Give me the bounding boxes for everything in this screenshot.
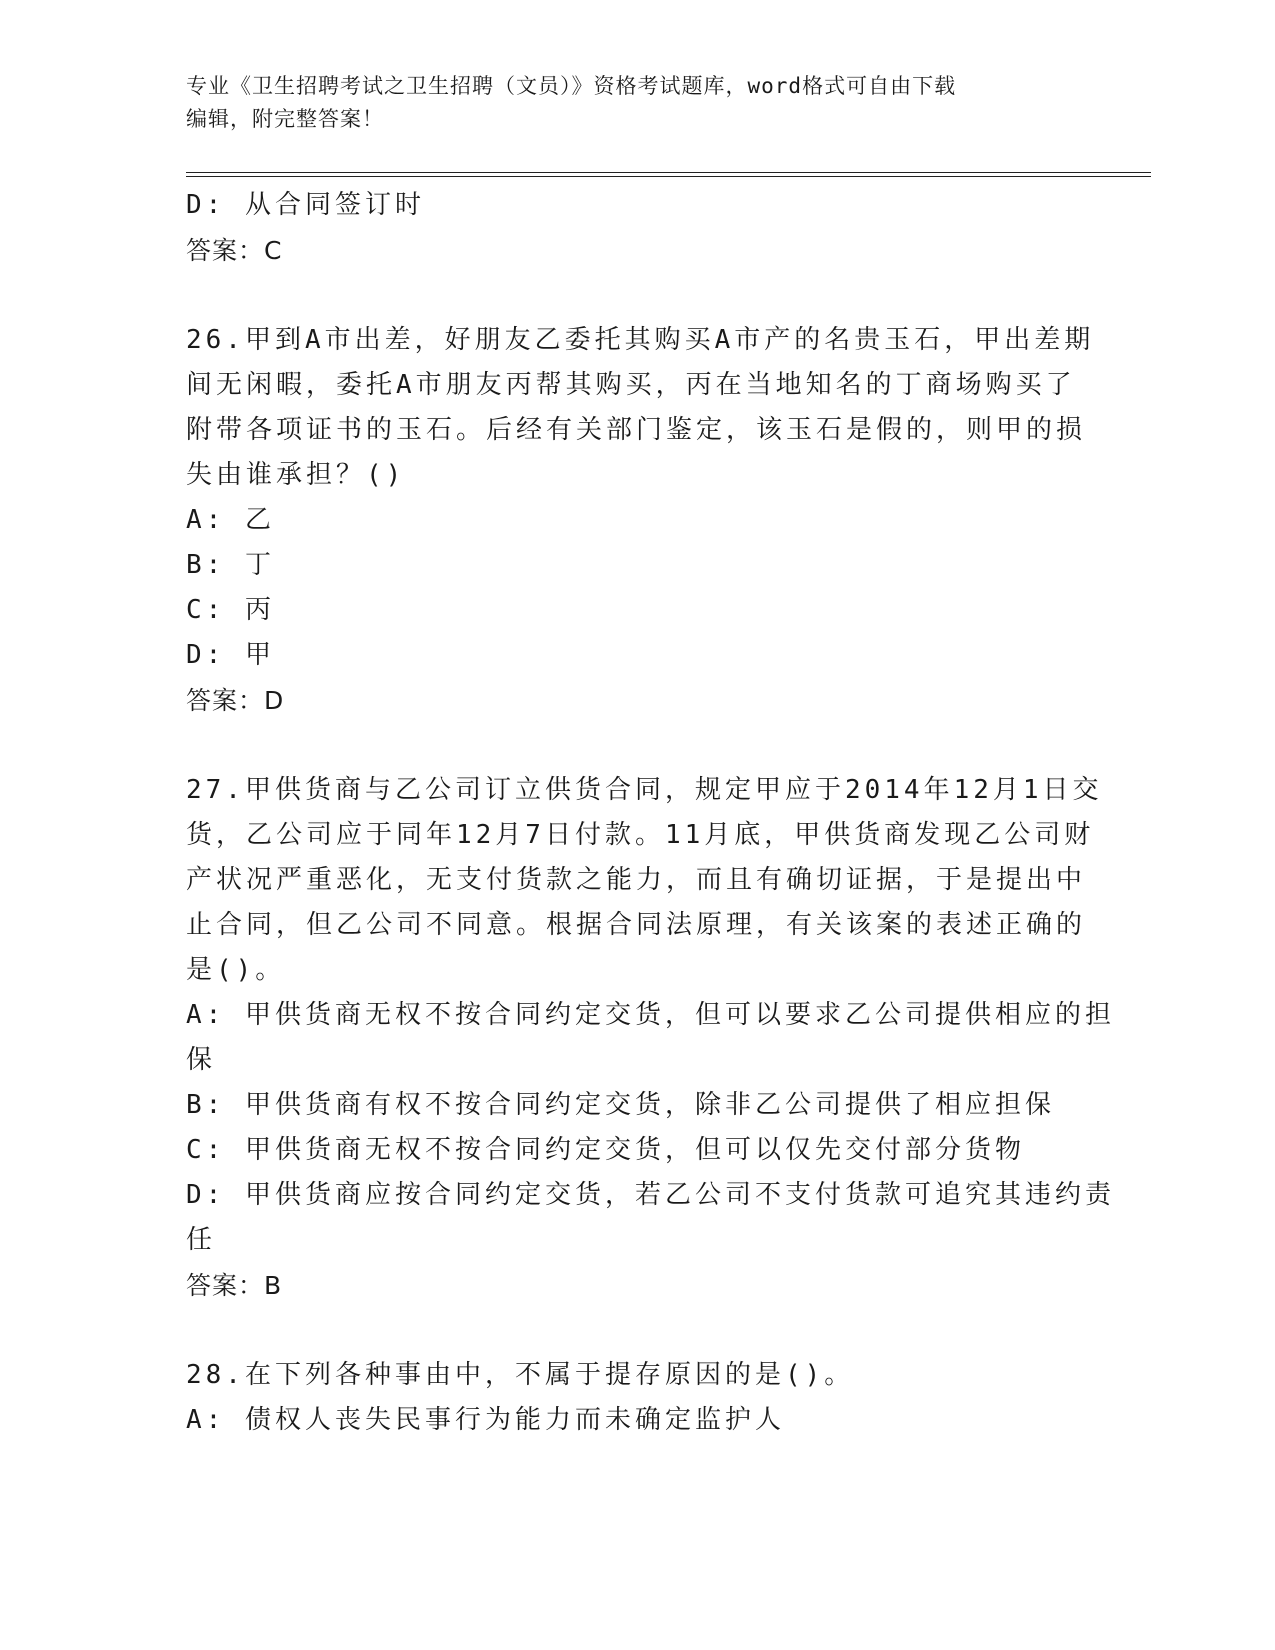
- question-text-line: 是()。: [186, 955, 286, 985]
- option-a: A: 甲供货商无权不按合同约定交货，但可以要求乙公司提供相应的担: [186, 1000, 1115, 1030]
- answer: 答案：D: [186, 686, 285, 715]
- answer: 答案：C: [186, 236, 283, 265]
- option-d: D: 从合同签订时: [186, 190, 425, 220]
- header-line: 编辑，附完整答案！: [186, 107, 384, 131]
- question-text-line: 产状况严重恶化，无支付货款之能力，而且有确切证据，于是提出中: [186, 865, 1087, 895]
- question-28: [186, 1353, 1151, 1443]
- question-text-line: 附带各项证书的玉石。后经有关部门鉴定，该玉石是假的，则甲的损: [186, 415, 1087, 445]
- document-header: [186, 70, 1066, 136]
- question-text-line: 间无闲暇，委托A市朋友丙帮其购买，丙在当地知名的丁商场购买了: [186, 370, 1076, 400]
- question-text-line: 26.甲到A市出差，好朋友乙委托其购买A市产的名贵玉石，甲出差期: [186, 325, 1095, 355]
- option-d: D: 甲: [186, 640, 275, 670]
- option-c: C: 甲供货商无权不按合同约定交货，但可以仅先交付部分货物: [186, 1135, 1025, 1165]
- previous-question-tail: [186, 183, 1151, 273]
- document-page: [186, 70, 1151, 1443]
- question-27: [186, 768, 1151, 1308]
- question-text-line: 货，乙公司应于同年12月7日付款。11月底，甲供货商发现乙公司财: [186, 820, 1095, 850]
- option-b: B: 甲供货商有权不按合同约定交货，除非乙公司提供了相应担保: [186, 1090, 1055, 1120]
- question-text-line: 28.在下列各种事由中，不属于提存原因的是()。: [186, 1360, 855, 1390]
- option-d-continued: 任: [186, 1225, 217, 1255]
- question-text-line: 止合同，但乙公司不同意。根据合同法原理，有关该案的表述正确的: [186, 910, 1087, 940]
- option-b: B: 丁: [186, 550, 275, 580]
- option-a: A: 乙: [186, 505, 275, 535]
- question-text-line: 27.甲供货商与乙公司订立供货合同，规定甲应于2014年12月1日交: [186, 775, 1103, 805]
- answer: 答案：B: [186, 1271, 283, 1300]
- option-d: D: 甲供货商应按合同约定交货，若乙公司不支付货款可追究其违约责: [186, 1180, 1115, 1210]
- option-a: A: 债权人丧失民事行为能力而未确定监护人: [186, 1405, 785, 1435]
- header-divider: [186, 172, 1151, 177]
- option-a-continued: 保: [186, 1045, 217, 1075]
- question-26: [186, 318, 1151, 723]
- question-text-line: 失由谁承担？(): [186, 460, 406, 490]
- option-c: C: 丙: [186, 595, 275, 625]
- header-line: 专业《卫生招聘考试之卫生招聘（文员）》资格考试题库，word格式可自由下载: [186, 74, 957, 98]
